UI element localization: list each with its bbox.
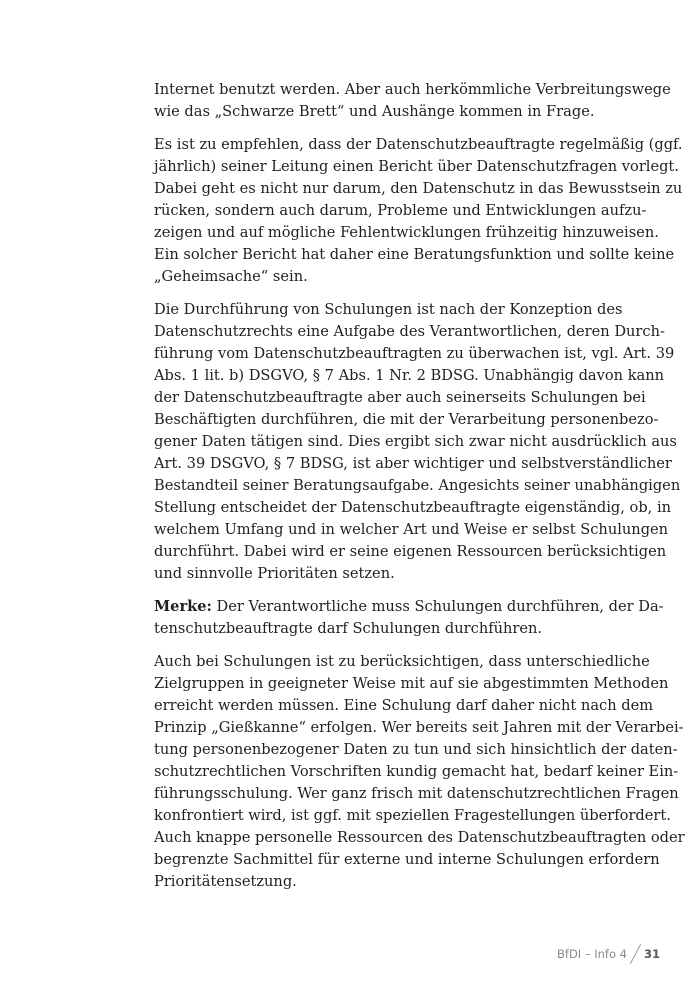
text-line: Prinzip „Gießkanne“ erfolgen. Wer bereits seit Jahren mit der Verarbei- — [154, 719, 684, 736]
text-line: konfrontiert wird, ist ggf. mit speziellen Fragestellungen überfordert. — [154, 807, 671, 824]
text-line — [154, 596, 664, 618]
paragraph-3 — [154, 299, 681, 585]
body-text — [154, 79, 685, 904]
text-line: zeigen und auf mögliche Fehlentwicklungen frühzeitig hinzuweisen. — [154, 224, 659, 241]
text-line: führung vom Datenschutzbeauftragten zu überwachen ist, vgl. Art. 39 — [154, 345, 675, 362]
paragraph-1 — [154, 79, 671, 123]
text-line: Ein solcher Bericht hat daher eine Beratungsfunktion und sollte keine — [154, 246, 675, 263]
text-line: erreicht werden müssen. Eine Schulung darf daher nicht nach dem — [154, 697, 654, 714]
text-line: Bestandteil seiner Beratungsaufgabe. Angesichts seiner unabhängigen — [154, 477, 681, 494]
text-line: Abs. 1 lit. b) DSGVO, § 7 Abs. 1 Nr. 2 BDSG. Unabhängig davon kann — [154, 367, 665, 384]
text-line: und sinnvolle Prioritäten setzen. — [154, 565, 395, 582]
merke-text: Der Verantwortliche muss Schulungen durchführen, der Da- — [211, 598, 664, 615]
text-line: der Datenschutzbeauftragte aber auch seinerseits Schulungen bei — [154, 389, 646, 406]
text-line: Art. 39 DSGVO, § 7 BDSG, ist aber wichtiger und selbstverständlicher — [154, 455, 672, 472]
text-line: Die Durchführung von Schulungen ist nach der Konzeption des — [154, 301, 623, 318]
text-line: schutzrechtlichen Vorschriften kundig gemacht hat, bedarf keiner Ein- — [154, 763, 679, 780]
merke-paragraph — [154, 596, 664, 640]
text-line: führungsschulung. Wer ganz frisch mit datenschutzrechtlichen Fragen — [154, 785, 679, 802]
text-line: jährlich) seiner Leitung einen Bericht über Datenschutzfragen vorlegt. — [154, 158, 679, 175]
text-line: rücken, sondern auch darum, Probleme und Entwicklungen aufzu- — [154, 202, 647, 219]
paragraph-5 — [154, 651, 685, 893]
text-line: begrenzte Sachmittel für externe und interne Schulungen erfordern — [154, 851, 660, 868]
text-line: Dabei geht es nicht nur darum, den Datenschutz in das Bewusstsein zu — [154, 180, 683, 197]
text-line: tenschutzbeauftragte darf Schulungen durchführen. — [154, 620, 543, 637]
text-line: wie das „Schwarze Brett“ und Aushänge kommen in Frage. — [154, 103, 595, 120]
text-line: Beschäftigten durchführen, die mit der Verarbeitung personenbezo- — [154, 411, 659, 428]
page-number: 31 — [643, 947, 660, 961]
footer-separator — [630, 944, 641, 964]
text-line: Auch knappe personelle Ressourcen des Datenschutzbeauftragten oder — [154, 829, 685, 846]
text-line: Es ist zu empfehlen, dass der Datenschutzbeauftragte regelmäßig (ggf. — [154, 136, 683, 153]
text-line: Prioritätensetzung. — [154, 873, 297, 890]
text-line: gener Daten tätigen sind. Dies ergibt sich zwar nicht ausdrücklich aus — [154, 433, 677, 450]
text-line: tung personenbezogener Daten zu tun und sich hinsichtlich der daten- — [154, 741, 678, 758]
text-line: Zielgruppen in geeigneter Weise mit auf sie abgestimmten Methoden — [154, 675, 669, 692]
page-footer — [557, 944, 660, 964]
text-line: welchem Umfang und in welcher Art und Weise er selbst Schulungen — [154, 521, 669, 538]
text-line: Datenschutzrechts eine Aufgabe des Verantwortlichen, deren Durch- — [154, 323, 665, 340]
paragraph-2 — [154, 134, 683, 288]
text-line: Auch bei Schulungen ist zu berücksichtigen, dass unterschiedliche — [154, 653, 650, 670]
merke-label: Merke: — [154, 598, 212, 615]
text-line: Stellung entscheidet der Datenschutzbeauftragte eigenständig, ob, in — [154, 499, 672, 516]
text-line: „Geheimsache“ sein. — [154, 268, 308, 285]
text-line: Internet benutzt werden. Aber auch herkömmliche Verbreitungswege — [154, 81, 671, 98]
publication-label: BfDI – Info 4 — [557, 947, 627, 961]
text-line: durchführt. Dabei wird er seine eigenen Ressourcen berücksichtigen — [154, 543, 667, 560]
